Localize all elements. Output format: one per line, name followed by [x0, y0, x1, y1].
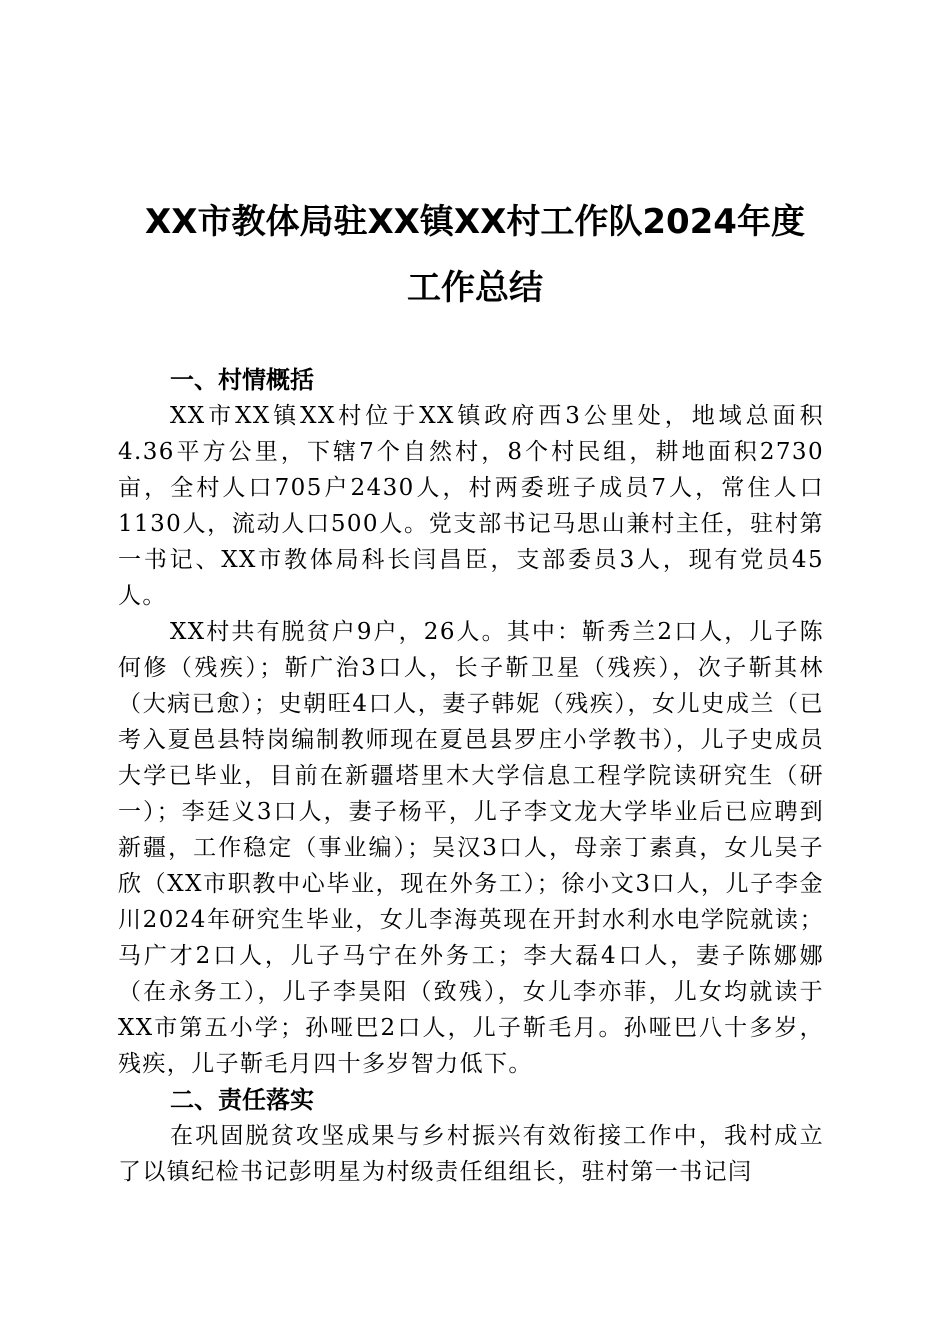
paragraph-responsibility: 在巩固脱贫攻坚成果与乡村振兴有效衔接工作中，我村成立了以镇纪检书记彭明星为村级责任组组长，驻村第一书记闫: [118, 1123, 824, 1185]
document-title-line-2: 工作总结: [407, 268, 543, 308]
section-heading-village-overview: 一、村情概括: [170, 366, 314, 394]
section-heading-responsibility: 二、责任落实: [170, 1086, 314, 1114]
document-body: [118, 362, 824, 1190]
document-title-line-1: XX市教体局驻XX镇XX村工作队2024年度: [145, 202, 805, 242]
paragraph-village-overview: XX市XX镇XX村位于XX镇政府西3公里处，地域总面积4.36平方公里，下辖7个自然村，8个村民组，耕地面积2730亩，全村人口705户2430人，村两委班子成员7人，常住人口1130人，流动人口500人。党支部书记马思山兼村主任，驻村第一书记、XX市教体局科长闫昌臣，支部委员3人，现有党员45人。: [118, 403, 824, 609]
paragraph-poverty-households: XX村共有脱贫户9户，26人。其中：靳秀兰2口人，儿子陈何修（残疾）；靳广治3口人，长子靳卫星（残疾），次子靳其林（大病已愈）；史朝旺4口人，妻子韩妮（残疾），女儿史成兰（已考入夏邑县特岗编制教师现在夏邑县罗庄小学教书），儿子史成员大学已毕业，目前在新疆塔里木大学信息工程学院读研究生（研一）；李廷义3口人，妻子杨平，儿子李文龙大学毕业后已应聘到新疆，工作稳定（事业编）；吴汉3口人，母亲丁素真，女儿吴子欣（XX市职教中心毕业，现在外务工）；徐小文3口人，儿子李金川2024年研究生毕业，女儿李海英现在开封水利水电学院就读；马广才2口人，儿子马宁在外务工；李大磊4口人，妻子陈娜娜（在永务工），儿子李昊阳（致残），女儿李亦菲，儿女均就读于XX市第五小学；孙哑巴2口人，儿子靳毛月。孙哑巴八十多岁，残疾，儿子靳毛月四十多岁智力低下。: [118, 619, 824, 1077]
